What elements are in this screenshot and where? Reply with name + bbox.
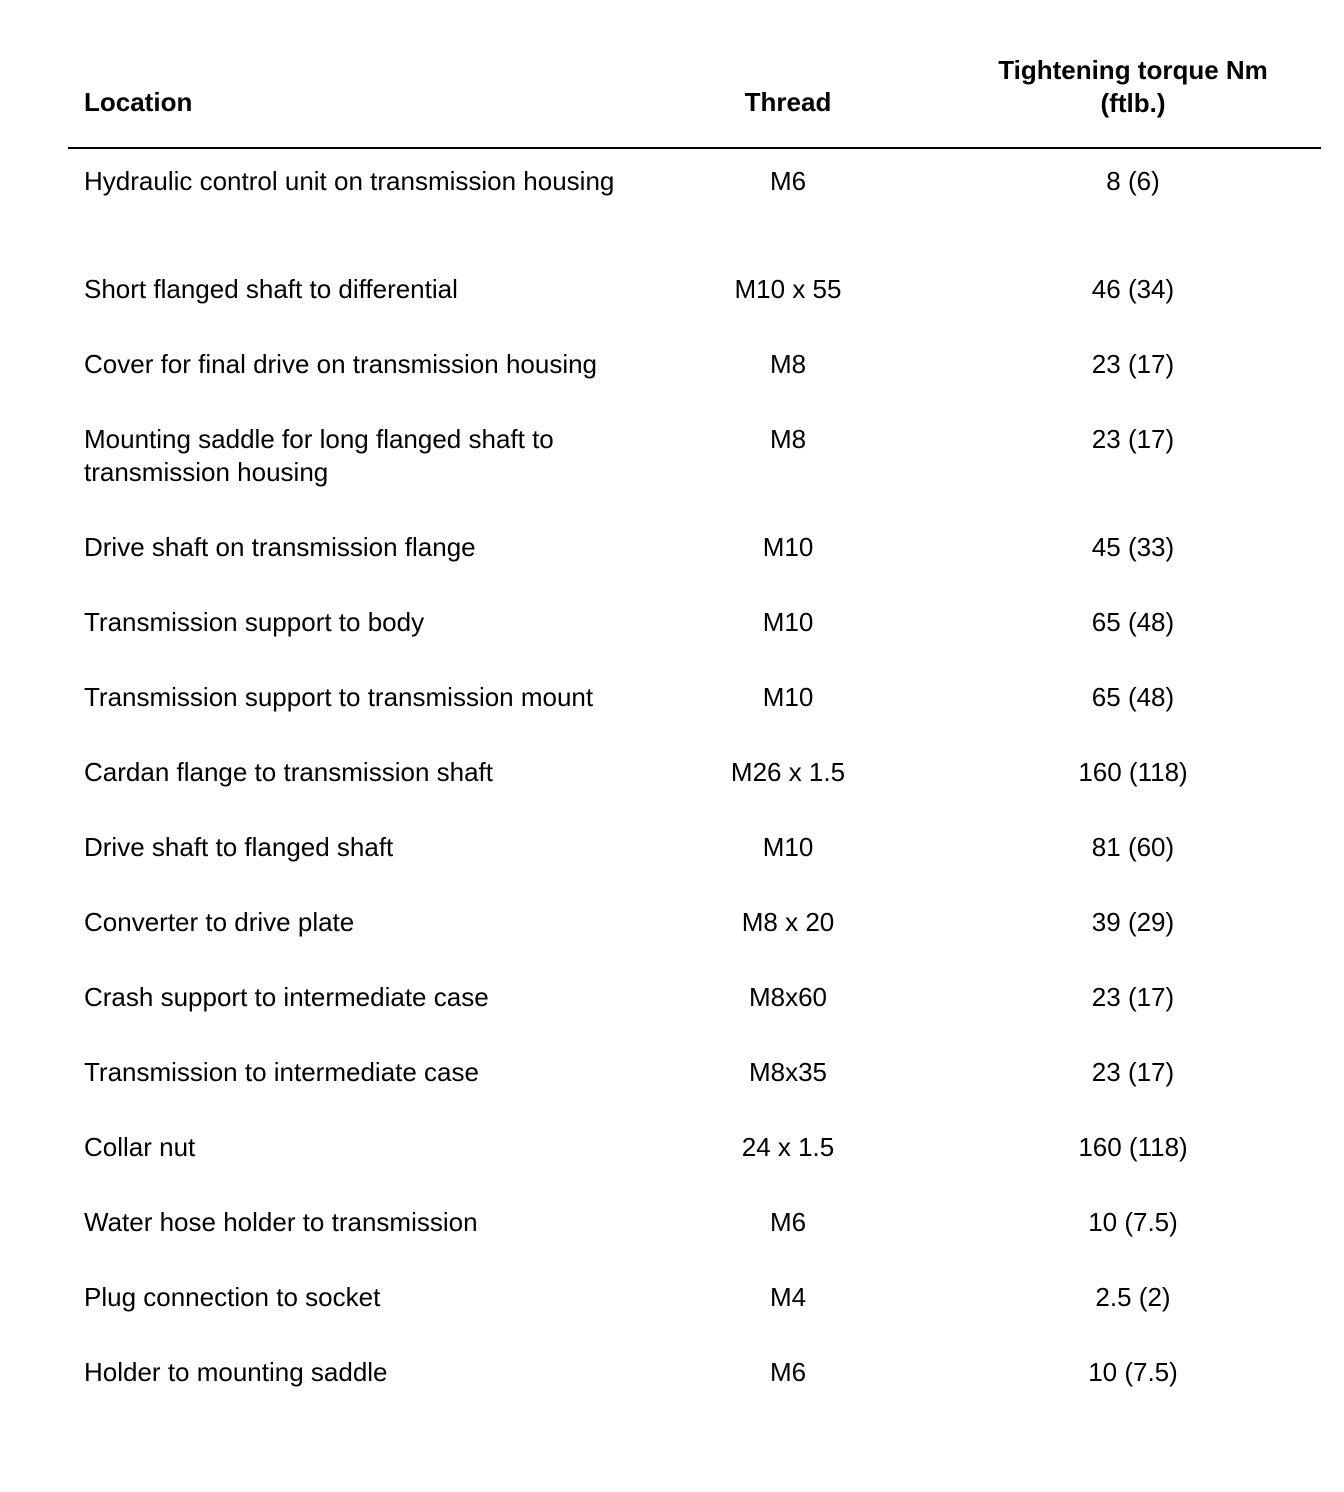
cell-location: Drive shaft to flanged shaft [84,832,394,862]
cell-torque: 160 (118) [1078,1132,1188,1162]
table-row [68,273,1321,348]
cell-thread: M10 [762,532,814,562]
table-row [68,681,1321,756]
table-row [68,1206,1321,1281]
cell-torque: 10 (7.5) [1088,1207,1178,1237]
cell-torque: 160 (118) [1078,757,1188,787]
cell-location: Short flanged shaft to differential [84,274,458,304]
table-row [68,1281,1321,1356]
cell-location: Transmission support to transmission mount [84,682,594,712]
cell-torque: 8 (6) [1106,166,1160,196]
cell-torque: 46 (34) [1091,274,1175,304]
cell-thread: 24 x 1.5 [741,1132,835,1162]
cell-location: Collar nut [84,1132,196,1162]
cell-thread: M8 [769,424,807,454]
cell-thread: M8 [769,349,807,379]
cell-thread: M10 [762,682,814,712]
header-location: Location [84,87,193,117]
cell-torque: 39 (29) [1091,907,1175,937]
cell-torque: 65 (48) [1091,607,1175,637]
cell-location: Cover for final drive on transmission housing [84,349,598,379]
table-row [68,906,1321,981]
header-torque-line1: Tightening torque Nm [998,55,1268,85]
cell-thread: M8x60 [748,982,828,1012]
table-body [68,149,1321,1431]
cell-torque: 23 (17) [1091,982,1175,1012]
cell-thread: M6 [769,166,807,196]
cell-location: Plug connection to socket [84,1282,381,1312]
torque-table [68,48,1321,1431]
cell-thread: M10 [762,832,814,862]
cell-thread: M10 [762,607,814,637]
cell-location: Cardan flange to transmission shaft [84,757,493,787]
table-row [68,756,1321,831]
cell-location: Transmission support to body [84,607,425,637]
cell-location: Holder to mounting saddle [84,1357,388,1387]
cell-thread: M8x35 [748,1057,828,1087]
cell-thread: M26 x 1.5 [730,757,846,787]
cell-thread: M8 x 20 [741,907,835,937]
cell-torque: 10 (7.5) [1088,1357,1178,1387]
cell-location: Drive shaft on transmission flange [84,532,476,562]
cell-thread: M10 x 55 [734,274,842,304]
cell-torque: 81 (60) [1091,832,1175,862]
header-thread: Thread [744,87,832,117]
header-torque-line2: (ftlb.) [1100,88,1166,118]
cell-torque: 65 (48) [1091,682,1175,712]
cell-location: Crash support to intermediate case [84,982,489,1012]
table-row [68,348,1321,423]
table-row [68,1356,1321,1431]
table-row [68,165,1321,273]
cell-location: Water hose holder to transmission [84,1207,478,1237]
cell-location: Hydraulic control unit on transmission housing [84,166,615,196]
table-row [68,1056,1321,1131]
cell-torque: 45 (33) [1091,532,1175,562]
cell-torque: 23 (17) [1091,1057,1175,1087]
cell-thread: M6 [769,1207,807,1237]
cell-torque: 23 (17) [1091,424,1175,454]
table-row [68,831,1321,906]
table-row [68,981,1321,1056]
cell-location: Mounting saddle for long flanged shaft to transmission housing [84,424,554,487]
cell-location: Transmission to intermediate case [84,1057,479,1087]
cell-location: Converter to drive plate [84,907,355,937]
cell-thread: M4 [769,1282,807,1312]
table-row [68,531,1321,606]
cell-torque: 23 (17) [1091,349,1175,379]
table-row [68,1131,1321,1206]
table-header [68,48,1321,149]
header-torque [961,54,1305,120]
cell-torque: 2.5 (2) [1095,1282,1171,1312]
table-row [68,423,1321,531]
cell-thread: M6 [769,1357,807,1387]
table-row [68,606,1321,681]
